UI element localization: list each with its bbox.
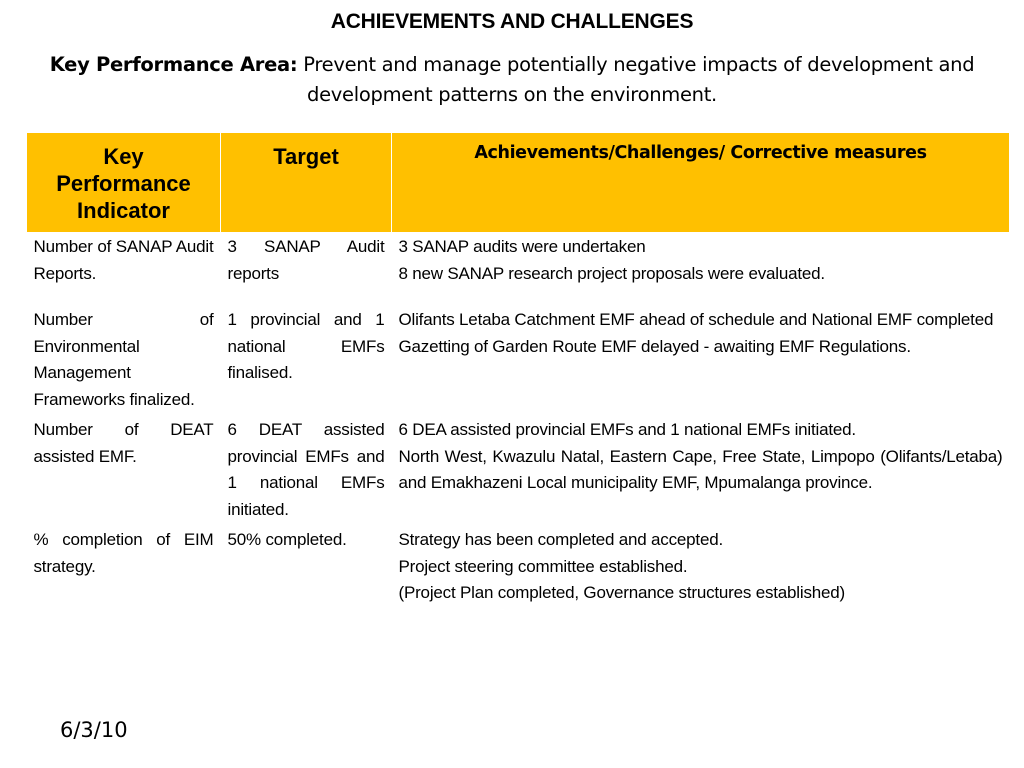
target-cell: 1 provincial and 1 national EMFs finalised. [227, 310, 385, 382]
table-row [27, 525, 1010, 611]
achievement-line: Olifants Letaba Catchment EMF ahead of schedule and National EMF completed [398, 310, 994, 329]
target-cell: 6 DEAT assisted provincial EMFs and 1 national EMFs initiated. [227, 420, 385, 519]
table-row [27, 415, 1010, 525]
achievement-line: 3 SANAP audits were undertaken [398, 237, 646, 256]
page-title: ACHIEVEMENTS AND CHALLENGES [330, 10, 694, 33]
achievements-cell [392, 415, 1010, 525]
achievement-line: 8 new SANAP research project proposals were evaluated. [398, 263, 825, 283]
kpi-cell: % completion of EIM strategy. [33, 530, 214, 576]
page-subtitle [20, 50, 1004, 110]
table-header-row [27, 133, 1010, 232]
achievement-line: Gazetting of Garden Route EMF delayed - awaiting EMF Regulations. [398, 336, 911, 356]
header-target: Target [221, 133, 392, 232]
kpa-label: Key Performance Area: [49, 53, 298, 76]
kpa-text: Prevent and manage potentially negative impacts of development and development patterns on the environment. [297, 53, 975, 106]
target-cell: 3 SANAP Audit reports [227, 237, 385, 283]
kpi-table [26, 133, 1010, 611]
achievement-line: Project steering committee established. [398, 556, 688, 576]
kpi-cell: Number of DEAT assisted EMF. [33, 420, 214, 466]
achievement-line: 6 DEA assisted provincial EMFs and 1 national EMFs initiated. [398, 420, 856, 439]
kpi-cell: Number of SANAP Audit Reports. [33, 237, 214, 283]
achievement-line: (Project Plan completed, Governance structures established) [398, 583, 845, 602]
achievement-line: Strategy has been completed and accepted. [398, 530, 723, 549]
achievement-line: North West, Kwazulu Natal, Eastern Cape, Free State, Limpopo (Olifants/Letaba) and Emakhazeni Local municipality EMF, Mpumalanga province. [398, 446, 1003, 492]
header-kpi: Key Performance Indicator [27, 133, 221, 232]
kpi-cell: Number of Environmental Management Frameworks finalized. [33, 310, 214, 409]
target-cell: 50% completed. [227, 530, 347, 549]
footer-date: 6/3/10 [60, 718, 128, 742]
achievements-cell [392, 299, 1010, 415]
achievements-cell [392, 525, 1010, 611]
table-row [27, 232, 1010, 299]
table-row [27, 299, 1010, 415]
header-achievements: Achievements/Challenges/ Corrective measures [392, 133, 1010, 232]
achievements-cell [392, 232, 1010, 299]
